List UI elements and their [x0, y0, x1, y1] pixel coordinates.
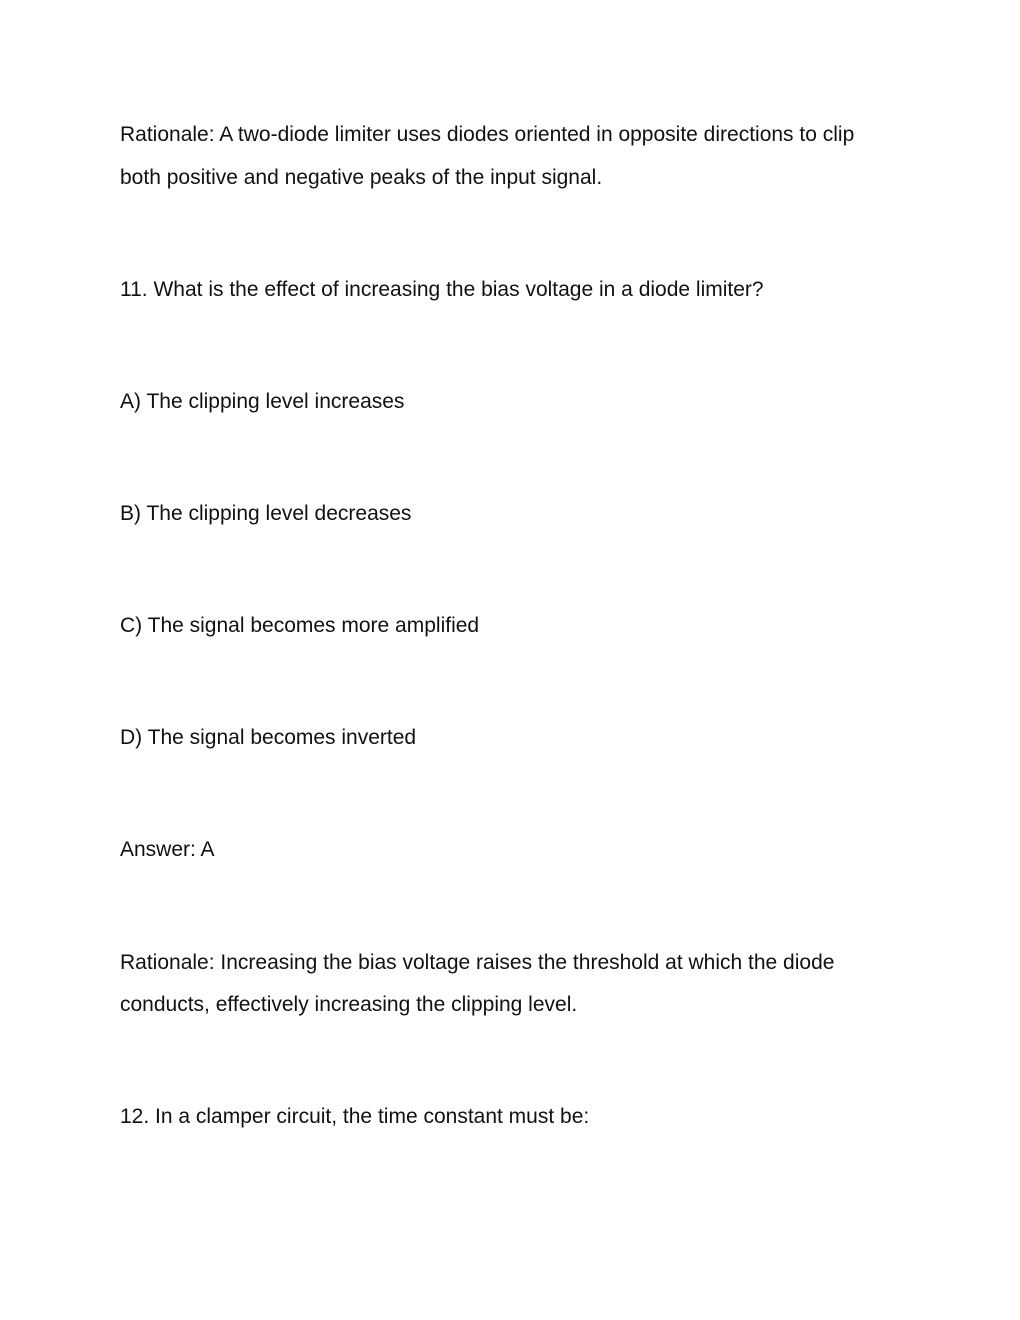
rationale-10-line-2: both positive and negative peaks of the input signal.	[120, 166, 603, 189]
question-11-answer: Answer: A	[120, 838, 215, 861]
question-11-option-c: C) The signal becomes more amplified	[120, 614, 480, 637]
question-11-option-d: D) The signal becomes inverted	[120, 726, 417, 749]
question-11-rationale-line-1: Rationale: Increasing the bias voltage raises the threshold at which the diode	[120, 951, 835, 974]
question-12-stem: 12. In a clamper circuit, the time constant must be:	[120, 1105, 590, 1128]
question-11-rationale-line-2: conducts, effectively increasing the clipping level.	[120, 993, 578, 1016]
question-11-option-a: A) The clipping level increases	[120, 390, 405, 413]
rationale-10-line-1: Rationale: A two-diode limiter uses diodes oriented in opposite directions to clip	[120, 123, 855, 146]
question-11-option-b: B) The clipping level decreases	[120, 502, 412, 525]
question-11-stem: 11. What is the effect of increasing the bias voltage in a diode limiter?	[120, 278, 764, 301]
